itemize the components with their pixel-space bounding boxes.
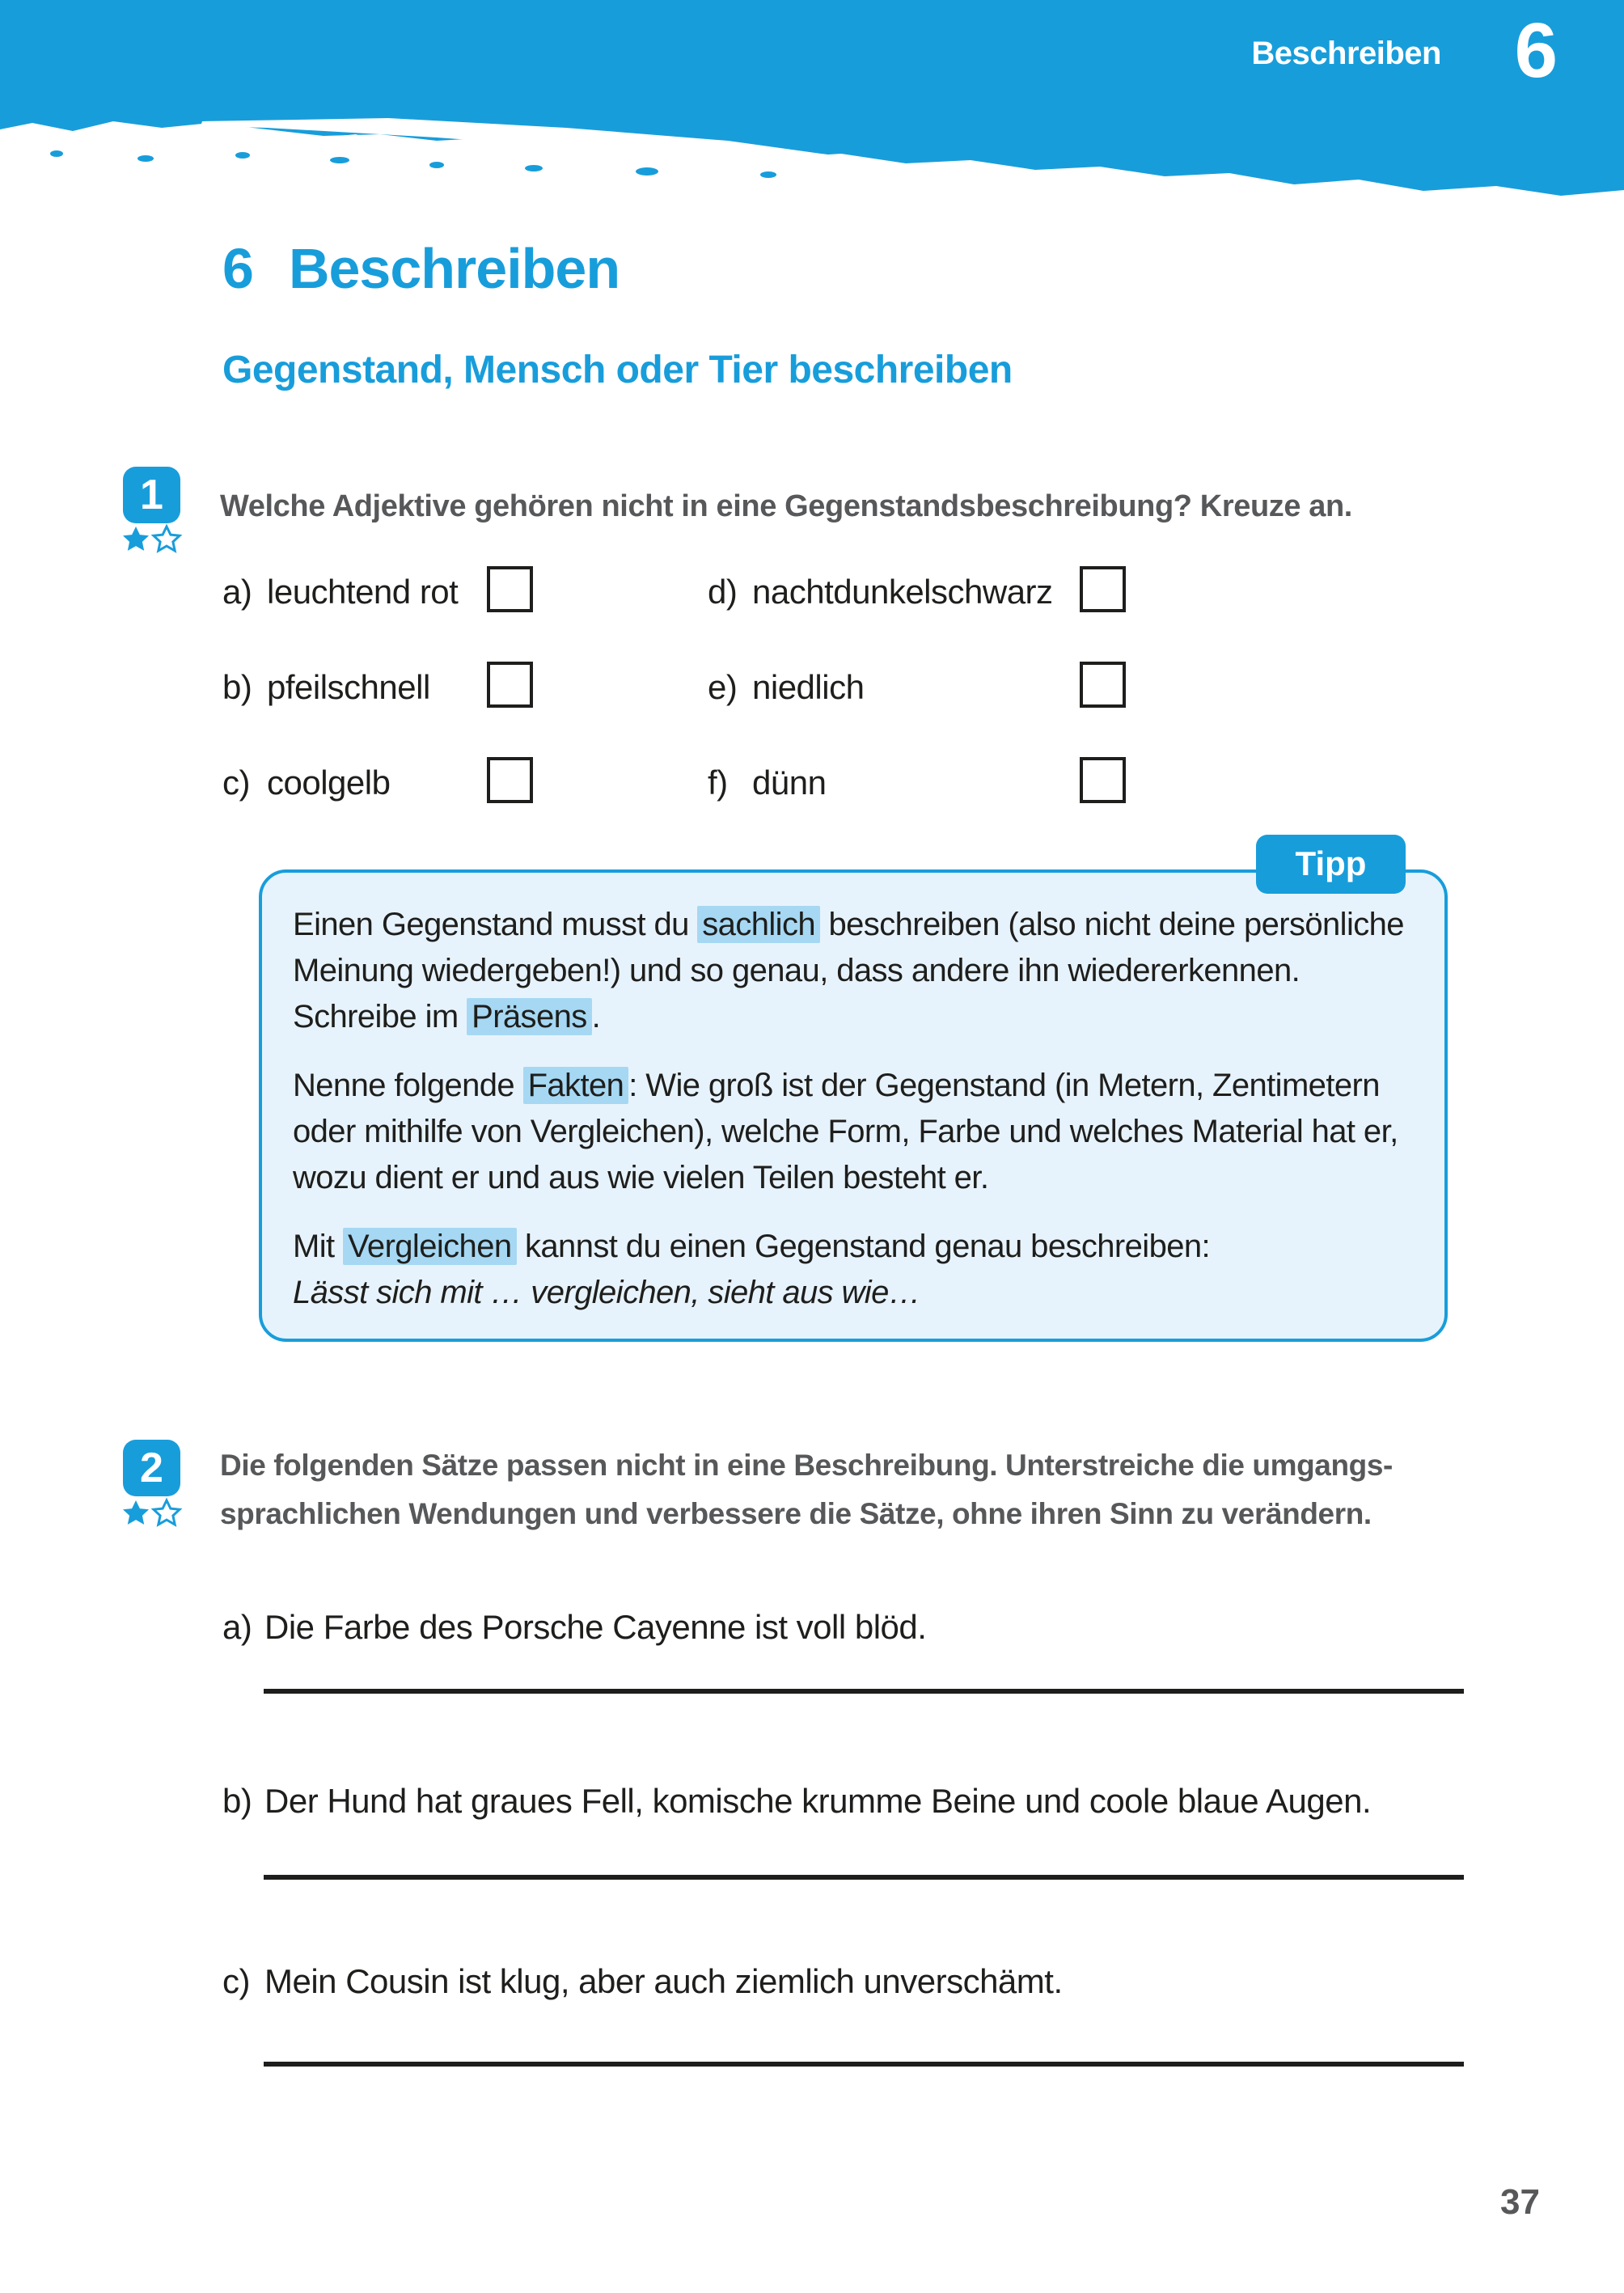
item-label: niedlich bbox=[752, 668, 865, 706]
task1-difficulty-stars bbox=[121, 524, 184, 555]
star-outline-icon bbox=[154, 527, 180, 551]
task1-item-f bbox=[708, 764, 826, 802]
task1-item-c bbox=[222, 764, 390, 802]
task1-instruction: Welche Adjektive gehören nicht in eine Gegenstandsbeschreibung? Kreuze an. bbox=[220, 489, 1352, 523]
item-sentence: Mein Cousin ist klug, aber auch ziemlich unverschämt. bbox=[264, 1962, 1063, 2000]
tip-tab: Tipp bbox=[1256, 835, 1406, 894]
item-sentence: Der Hund hat graues Fell, komische krumme Beine und coole blaue Augen. bbox=[264, 1782, 1372, 1820]
answer-line-a[interactable] bbox=[264, 1689, 1464, 1694]
highlighted-term: Fakten bbox=[523, 1067, 629, 1104]
item-letter: b) bbox=[222, 1782, 252, 1820]
star-filled-icon bbox=[123, 527, 149, 551]
task2-item-b bbox=[222, 1782, 1484, 1821]
checkbox-a[interactable] bbox=[487, 566, 533, 612]
task2-item-a bbox=[222, 1608, 1484, 1647]
highlighted-term: sachlich bbox=[697, 906, 820, 943]
task2-difficulty-stars bbox=[121, 1498, 184, 1529]
star-outline-icon bbox=[154, 1500, 180, 1525]
checkbox-d[interactable] bbox=[1080, 566, 1126, 612]
item-letter: a) bbox=[222, 573, 252, 611]
answer-line-b[interactable] bbox=[264, 1875, 1464, 1880]
checkbox-f[interactable] bbox=[1080, 757, 1126, 803]
item-label: coolgelb bbox=[267, 764, 391, 802]
answer-line-c[interactable] bbox=[264, 2062, 1464, 2067]
highlighted-term: Vergleichen bbox=[343, 1228, 516, 1265]
item-letter: d) bbox=[708, 573, 738, 611]
section-heading: Gegenstand, Mensch oder Tier beschreiben bbox=[222, 349, 1013, 391]
task2-item-c bbox=[222, 1962, 1484, 2001]
page-title-number: 6 bbox=[222, 237, 253, 300]
item-label: pfeilschnell bbox=[267, 668, 430, 706]
task1-item-d bbox=[708, 573, 1053, 611]
tip-paragraph-3: Mit Vergleichen kannst du einen Gegenstand genau beschreiben: Lässt sich mit … vergleichen, sieht aus wie… bbox=[293, 1224, 1412, 1316]
task1-item-e bbox=[708, 668, 864, 707]
checkbox-c[interactable] bbox=[487, 757, 533, 803]
chapter-header-band bbox=[0, 0, 1624, 202]
page-number: 37 bbox=[1500, 2182, 1540, 2222]
page-title-text: Beschreiben bbox=[288, 237, 620, 300]
chapter-number: 6 bbox=[1514, 7, 1558, 94]
tip-paragraph-2: Nenne folgende Fakten : Wie groß ist der Gegenstand (in Metern, Zentimetern oder mithilfe von Vergleichen), welche Form, Farbe und welches Material hat er, wozu dient er und aus wie vielen Teilen besteht er. bbox=[293, 1068, 1398, 1195]
task2-instruction: Die folgenden Sätze passen nicht in eine Beschreibung. Unterstreiche die umgangssprachlichen Wendungen und verbessere die Sätze, ohne ihren Sinn zu verändern. bbox=[220, 1449, 1394, 1530]
page-title bbox=[222, 236, 620, 301]
checkbox-e[interactable] bbox=[1080, 662, 1126, 708]
highlighted-term: Präsens bbox=[467, 998, 592, 1035]
item-label: nachtdunkelschwarz bbox=[752, 573, 1053, 611]
item-letter: b) bbox=[222, 668, 252, 706]
tip-box bbox=[259, 869, 1448, 1342]
task1-item-b bbox=[222, 668, 430, 707]
tip-paragraph-1: Einen Gegenstand musst du sachlich beschreiben (also nicht deine persönliche Meinung wiedergeben!) und so genau, dass andere ihn wiedererkennen. Schreibe im Präsens . bbox=[293, 907, 1404, 1034]
item-letter: f) bbox=[708, 764, 728, 802]
item-letter: e) bbox=[708, 668, 738, 706]
task2-number-badge: 2 bbox=[123, 1440, 180, 1496]
item-sentence: Die Farbe des Porsche Cayenne ist voll blöd. bbox=[264, 1608, 927, 1646]
item-label: leuchtend rot bbox=[267, 573, 459, 611]
star-filled-icon bbox=[123, 1500, 149, 1525]
item-letter: c) bbox=[222, 764, 250, 802]
checkbox-b[interactable] bbox=[487, 662, 533, 708]
chapter-label: Beschreiben bbox=[1251, 36, 1441, 71]
task1-number-badge: 1 bbox=[123, 467, 180, 523]
brush-stroke-decoration bbox=[0, 0, 1624, 202]
item-letter: c) bbox=[222, 1962, 250, 2000]
task1-item-a bbox=[222, 573, 458, 611]
comparison-example: Lässt sich mit … vergleichen, sieht aus wie… bbox=[293, 1275, 921, 1310]
item-label: dünn bbox=[752, 764, 827, 802]
item-letter: a) bbox=[222, 1608, 252, 1646]
